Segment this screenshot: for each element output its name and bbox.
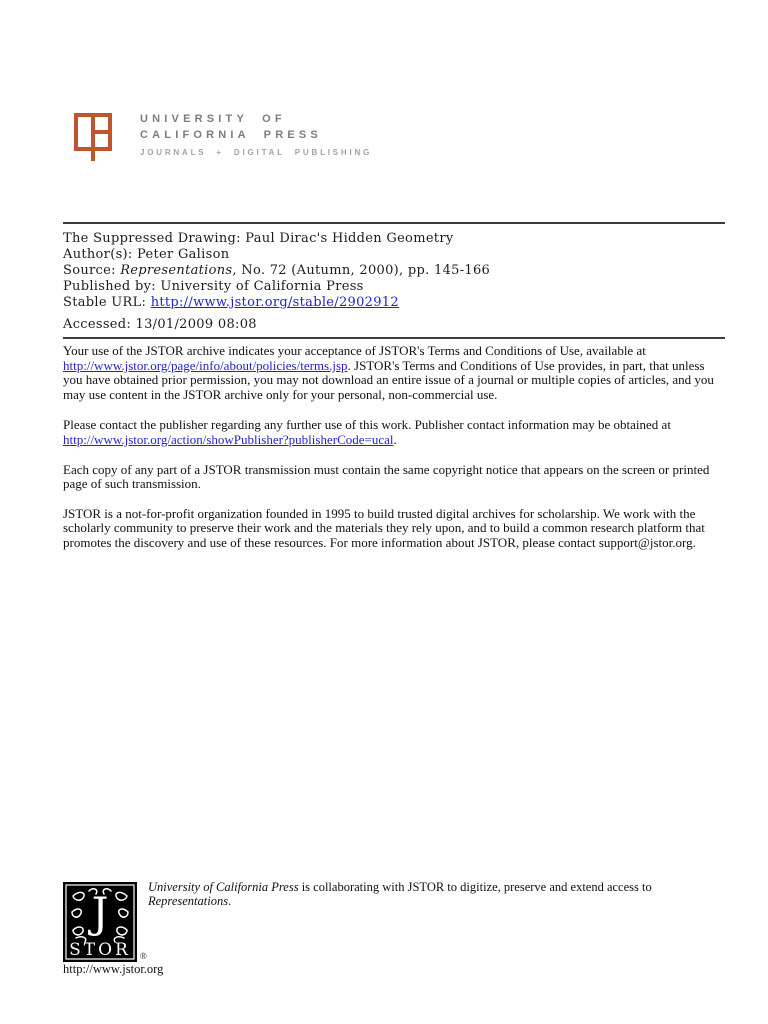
terms-p2-text-before: Please contact the publisher regarding any further use of this work. Publisher contact information may be obtained at bbox=[63, 417, 671, 433]
jstor-logo-word: STOR bbox=[69, 940, 131, 960]
stable-url-link[interactable]: http://www.jstor.org/stable/2902912 bbox=[150, 295, 399, 310]
jstor-homepage-url: http://www.jstor.org bbox=[63, 962, 164, 976]
source-journal-name: Representations bbox=[120, 263, 233, 278]
collab-publisher-name: University of California Press bbox=[148, 880, 299, 894]
terms-p2-text-after: . bbox=[393, 431, 397, 447]
collaboration-note bbox=[148, 881, 693, 908]
terms-paragraph-3: Each copy of any part of a JSTOR transmission must contain the same copyright notice that appears on the screen or printed page of such transmission. bbox=[63, 461, 710, 492]
jstor-logo-letter: J bbox=[91, 888, 109, 937]
terms-paragraph-4: JSTOR is a not-for-profit organization founded in 1995 to build trusted digital archives for scholarship. We work with the scholarly community to preserve their work and the materials they rely upon, and to build a common research platform that promotes the discovery and use of these resources. For more information about JSTOR, please contact support@jstor.org. bbox=[63, 505, 705, 550]
terms-policy-link[interactable]: http://www.jstor.org/page/info/about/policies/terms.jsp bbox=[63, 357, 348, 373]
terms-p1-text-after: . JSTOR's Terms and Conditions of Use provides, in part, that unless you have obtained prior permission, you may not download an entire issue of a journal or multiple copies of articles, and you may use content in the JSTOR archive only for your personal, non-commercial use. bbox=[63, 357, 714, 402]
divider-rule-bottom bbox=[63, 337, 725, 339]
terms-paragraph-2 bbox=[63, 418, 715, 447]
collab-middle-text: is collaborating with JSTOR to digitize, preserve and extend access to bbox=[298, 880, 652, 894]
publisher-contact-link[interactable]: http://www.jstor.org/action/showPublisher?publisherCode=ucal bbox=[63, 431, 394, 447]
accessed-date: Accessed: 13/01/2009 08:08 bbox=[63, 317, 257, 332]
article-title: The Suppressed Drawing: Paul Dirac's Hidden Geometry bbox=[63, 231, 454, 246]
stable-url-line bbox=[63, 295, 725, 311]
article-authors: Author(s): Peter Galison bbox=[63, 247, 230, 262]
terms-section bbox=[63, 344, 715, 566]
source-prefix: Source: bbox=[63, 263, 121, 278]
stable-url-label: Stable URL: bbox=[63, 295, 151, 310]
terms-p1-text-before: Your use of the JSTOR archive indicates your acceptance of JSTOR's Terms and Conditions of Use, available at bbox=[63, 343, 646, 358]
terms-paragraph-1 bbox=[63, 344, 715, 402]
publisher-tagline: JOURNALS + DIGITAL PUBLISHING bbox=[140, 148, 373, 157]
publisher-name-line2: CALIFORNIA PRESS bbox=[140, 129, 322, 141]
source-suffix: , No. 72 (Autumn, 2000), pp. 145-166 bbox=[232, 263, 491, 278]
collab-period: . bbox=[228, 893, 232, 908]
uc-press-logo-icon bbox=[72, 112, 114, 167]
divider-rule-top bbox=[63, 222, 725, 224]
citation-block bbox=[63, 231, 725, 333]
publisher-header bbox=[140, 111, 372, 157]
article-source bbox=[63, 263, 725, 279]
collab-journal-name: Representations bbox=[148, 893, 229, 908]
registered-trademark-symbol: ® bbox=[140, 951, 147, 961]
jstor-logo-icon bbox=[63, 882, 137, 962]
article-publisher: Published by: University of California Press bbox=[63, 279, 364, 294]
publisher-name-line1: UNIVERSITY OF bbox=[140, 113, 286, 125]
